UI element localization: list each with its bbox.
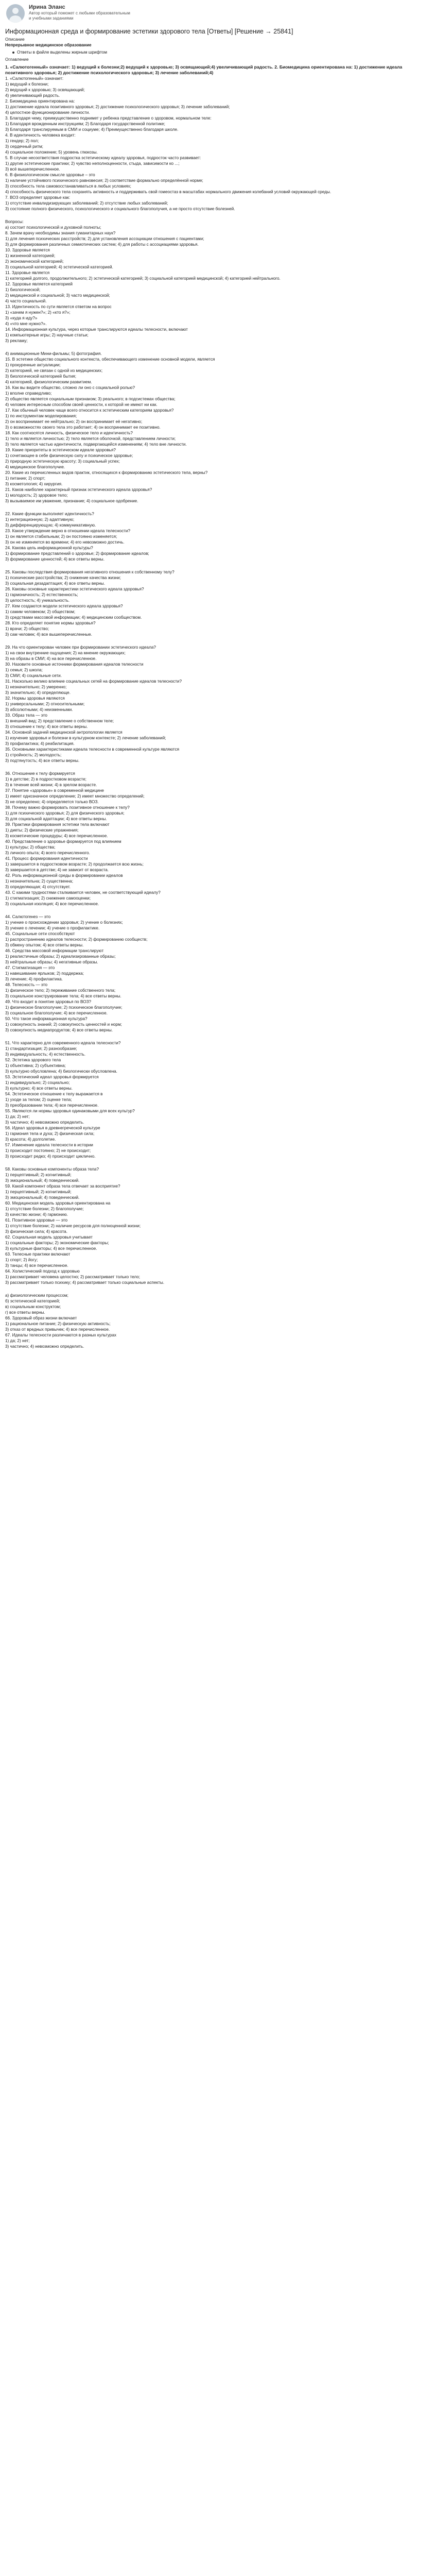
section-spacer <box>5 212 421 219</box>
question-line: 1) да; 2) нет; <box>5 1114 30 1119</box>
question-line: 1) категорией долгого, продолжительного; 2) эстетической категорией; 3) социальной категорией медицинской; 4) категорией нейтрального. <box>5 276 281 281</box>
question-line: 3) учение о лечении; 4) учение о профилактике. <box>5 926 100 930</box>
question-line: 3) частично; 4) невозможно определить. <box>5 1344 84 1349</box>
question-line: 3) частично; 4) невозможно определить. <box>5 1120 84 1125</box>
question-line: Вопросы: <box>5 219 24 224</box>
question-line: 3) сердечный ритм; <box>5 144 43 149</box>
question-line: 1) жизненной категорией; <box>5 253 56 258</box>
question-line: 1) молодость; 2) здоровое тело; <box>5 493 68 498</box>
question-line: 3) культурно; 4) все ответы верны. <box>5 1086 73 1091</box>
question-line: 6. В физиологическом смысле здоровье – это <box>5 173 95 177</box>
question-line: 4) социальное положение; 5) уровень глюкозы. <box>5 150 98 155</box>
question-line: 3) нейтральные образы; 4) негативные образы. <box>5 960 98 964</box>
question-line: 3) на образы в СМИ; 4) на все перечисленное. <box>5 656 97 661</box>
question-line: 35. Основными характеристиками идеала телесности в современной культуре являются <box>5 747 180 752</box>
question-line: 42. Роль информационной среды в формировании идеалов <box>5 873 123 878</box>
question-line: 1) внешний вид; 2) представление о собственном теле; <box>5 719 114 723</box>
questions-body <box>5 76 421 1357</box>
question-line: 38. Почему важно формировать позитивное отношение к телу? <box>5 805 130 810</box>
question-line: 1) физическое тело; 2) переживание собственного тела; <box>5 988 116 993</box>
question-line: 3) СМИ; 4) социальные сети. <box>5 673 62 678</box>
question-line: 3) всё вышеперечисленное. <box>5 167 60 172</box>
section-spacer <box>5 764 421 771</box>
question-line: 3) дифференцирующую; 4) коммуникативную. <box>5 523 96 528</box>
section-spacer <box>5 1349 421 1357</box>
question-line: 1) психические расстройства; 2) снижение качества жизни; <box>5 575 121 580</box>
question-line: 4) человек интересным способом своей ценности, к которой не имеют ни как. <box>5 402 158 407</box>
question-line: 3) культурно обусловлена; 4) биологически обусловлена. <box>5 1069 117 1074</box>
description-line: Описание <box>5 37 25 42</box>
question-line: 1) ведущий к болезни; <box>5 82 49 87</box>
question-line: 3) «куда я иду?» <box>5 316 38 320</box>
question-line: 1) на свои внутренние ощущения; 2) на мнение окружающих; <box>5 651 126 655</box>
question-group <box>5 569 421 637</box>
question-line: 1) гармония тела и духа; 2) физическая сила; <box>5 1131 95 1136</box>
question-line: 2) ведущий к здоровью; 3) освящающий; <box>5 88 85 92</box>
question-line: 43. С какими трудностями сталкивается человек, не соответствующий идеалу? <box>5 890 161 895</box>
question-line: 4. В идентичность человека входит: <box>5 133 76 138</box>
question-line: 1) социальные факторы; 2) экономические факторы; <box>5 1241 109 1245</box>
question-line: 1) стандартизация; 2) разнообразие; <box>5 1046 77 1051</box>
question-line: 4) целостное функционирование личности. <box>5 110 90 115</box>
question-line: 22. Какие функции выполняет идентичность? <box>5 512 94 516</box>
question-group <box>5 1293 421 1349</box>
question-line: 1) прокуренные актуалиции; <box>5 363 61 367</box>
question-line: 36. Отношение к телу формируется <box>5 771 75 776</box>
section-spacer <box>5 1159 421 1166</box>
question-line: 1) распространению идеалов телесности; 2) формированию сообществ; <box>5 937 148 942</box>
question-line: 46. Средства массовой информации транслируют <box>5 948 104 953</box>
question-line: 26. Каковы основные характеристики эстетического идеала здоровья? <box>5 587 144 591</box>
question-line: 1) учение о происхождении здоровья; 2) учение о болезнях; <box>5 920 123 925</box>
question-line: 2) категорией, не связан с одной из медицинских; <box>5 368 103 373</box>
question-line: 1) реалистичные образы; 2) идеализированные образы; <box>5 954 116 959</box>
question-line: 1) тело и является личностью; 2) тело является оболочкой, представлением личности; <box>5 436 176 441</box>
question-line: 1) он является стабильным; 2) он постоянно изменяется; <box>5 534 117 539</box>
question-line: 1) перцептивный; 2) когнитивный; <box>5 1173 72 1177</box>
question-line: 29. На что ориентирован человек при формировании эстетического идеала? <box>5 645 156 650</box>
question-line: 30. Назовите основные источники формирования идеалов телесности <box>5 662 144 667</box>
question-line: 3) определяющая; 4) отсутствует. <box>5 885 71 889</box>
question-line: 3) эмоциональный; 4) поведенческий. <box>5 1178 80 1183</box>
question-line: 34. Основной задачей медицинской антропологии является <box>5 730 123 735</box>
question-line: 3) качество жизни; 4) гармонию. <box>5 1212 68 1217</box>
question-line: 21. Каков наиболее характерный признак эстетического идеала здоровья? <box>5 487 152 492</box>
question-line: 41. Процесс формирования идентичности <box>5 856 88 861</box>
question-line: 4) анимационные Мини-фильмы; 5) фотография. <box>5 351 102 356</box>
question-line: 3) целостность; 4) уникальность. <box>5 598 69 603</box>
question-line: 54. Эстетическое отношение к телу выражается в <box>5 1092 103 1096</box>
question-line: 48. Телесность — это <box>5 982 48 987</box>
answer-summary: 1. «Салютогенный» означает: 1) ведущий к болезни;2) ведущий к здоровью; 3) освящающий;4) увеличивающий радость. 2. Биомедицина ориентирована на: 1) достижение идеала позитивного здоровья; 2) достижение психологического здоровья; 3) лечение заболеваний;4) <box>5 64 403 75</box>
question-line: 4) увеличивающий радость. <box>5 93 60 98</box>
question-line: 2) природную эстетическую красоту; 3) социальный успех; <box>5 459 120 464</box>
question-line: 53. Эстетический идеал здоровья формируется <box>5 1075 99 1079</box>
question-line: 3. Благодаря чему, преимущественно поднимет у ребенка представление о здоровом, нормальном теле: <box>5 116 212 121</box>
question-line: 1) сочетающее в себе физическую силу и психическое здоровье; <box>5 453 133 458</box>
question-line: 1) да; 2) нет; <box>5 1338 30 1343</box>
answers-note <box>12 49 421 55</box>
avatar-head <box>12 8 19 14</box>
question-line: 1) изучение здоровья и болезни в культурном контексте; 2) лечение заболеваний; <box>5 736 166 740</box>
question-line: 20. Какие из перечисленных видов практик, относящихся к формированию эстетического тела, верны? <box>5 470 208 475</box>
question-line: 25. Каковы последствия формирования негативного отношения к собственному телу? <box>5 570 175 574</box>
question-line: 50. Что такое информационная культура? <box>5 1016 88 1021</box>
author-card <box>5 2 421 25</box>
question-line: 32. Нормы здоровья являются <box>5 696 65 701</box>
question-line: 3) косметология; 4) хирургия. <box>5 482 63 486</box>
question-line: 64. Холистический подход к здоровью <box>5 1269 80 1274</box>
question-line: 57. Изменение идеала телесности в истории <box>5 1143 93 1147</box>
question-line: 10. Здоровье является <box>5 248 50 252</box>
question-group <box>5 511 421 562</box>
question-line: 61. Позитивное здоровье — это <box>5 1218 68 1223</box>
question-line: 3) значительно; 4) определяюще. <box>5 690 71 695</box>
question-line: 15. В эстетике общество социального контекста, обеспечивающего изменение основной модели, является <box>5 357 215 362</box>
question-line: 24. Какова цель информационной культуры? <box>5 546 93 550</box>
question-line: 2. Биомедицина ориентирована на: <box>5 99 75 104</box>
question-line: 3) тело является частью идентичности, подвергающейся изменениям; 4) тело вне личности. <box>5 442 187 447</box>
question-line: 1) физическое благополучие; 2) психическое благополучие; <box>5 1005 123 1010</box>
question-line: 3) индивидуальность; 4) естественность. <box>5 1052 86 1057</box>
toc-heading: Оглавление <box>5 57 29 62</box>
question-line: 2) медицинской и социальной; 3) часто медицинской; <box>5 293 110 298</box>
question-line: 1) наличие устойчивого психического равновесия; 2) соответствие формально определённой норме; <box>5 178 203 183</box>
avatar[interactable] <box>6 4 25 23</box>
question-line: 8. Зачем врачу необходимы знания гуманитарных наук? <box>5 231 116 235</box>
question-line: 14. Информационная культура, через которые транслируются идеалы телесности, включают <box>5 327 188 332</box>
question-line: 1) другие эстетические практики; 2) чувство неполноценности, стыда, зависимости ко ...; <box>5 161 180 166</box>
question-line: 3) рекламу; <box>5 338 28 343</box>
question-line: 3) социальная дезадаптация; 4) все ответы верны. <box>5 581 105 586</box>
question-line: 1) уходе за телом; 2) оценке тела; <box>5 1097 72 1102</box>
question-line: 3) для социальной адаптации; 4) все ответы верны. <box>5 817 107 821</box>
question-line: 3) вызываемое им уважение, признание; 4) социальное одобрение. <box>5 499 138 503</box>
question-line: 19. Какие приоритеты в эстетическом идеале здоровья? <box>5 448 116 452</box>
question-line: 67. Идеалы телесности различаются в разных культурах <box>5 1333 116 1337</box>
question-line: 1) перцептивный; 2) когнитивный; <box>5 1190 72 1194</box>
question-line: 45. Социальные сети способствуют <box>5 931 75 936</box>
question-line: 3) эмоциональный; 4) поведенческий. <box>5 1195 80 1200</box>
question-line: 3) в течение всей жизни; 4) в зрелом возрасте. <box>5 783 97 787</box>
question-line: 3) социальное благополучие; 4) все перечисленное. <box>5 1011 108 1015</box>
question-line: 1) биологической; <box>5 287 41 292</box>
question-line: 62. Социальная модель здоровья учитывает <box>5 1235 93 1240</box>
section-spacer <box>5 1033 421 1040</box>
question-line: 55. Являются ли нормы здоровья одинаковыми для всех культур? <box>5 1109 135 1113</box>
question-line: 49. Что входит в понятие здоровья по ВОЗ? <box>5 999 92 1004</box>
question-line: 58. Каковы основные компоненты образа тела? <box>5 1167 99 1172</box>
question-line: 4) категорией, физиологическим развитием. <box>5 380 92 384</box>
question-line: 3) не определено; 4) определяется только ВОЗ. <box>5 800 99 804</box>
question-line: 3) физическая сила; 4) красота. <box>5 1229 67 1234</box>
question-line: б) эстетической категорией; <box>5 1299 60 1303</box>
question-line: 1) по инструментам моделирования; <box>5 414 77 418</box>
question-line: 2) экономической категорией; <box>5 259 64 264</box>
question-line: 1) семья; 2) школа; <box>5 668 43 672</box>
question-line: 3) преобразовании тела; 4) все перечисленное. <box>5 1103 99 1108</box>
question-line: 1) стигматизация; 2) снижение самооценки; <box>5 896 91 901</box>
author-description: Автор который поможет с любыми образовательным и учебными заданиями <box>29 11 130 21</box>
section-spacer <box>5 1285 421 1293</box>
question-line: 3) красота; 4) долголетие. <box>5 1137 56 1142</box>
question-line: 1) отсутствие болезни; 2) благополучие; <box>5 1207 84 1211</box>
question-line: 51. Что характерно для современного идеала телесности? <box>5 1041 121 1045</box>
question-line: 1) гармоничность; 2) естественность; <box>5 592 78 597</box>
question-line: 1) отсутствие болезни; 2) наличие ресурсов для полноценной жизни; <box>5 1224 141 1228</box>
question-line: 3) лечение; 4) профилактика. <box>5 977 63 981</box>
avatar-body <box>9 15 22 23</box>
question-line: 1) гендер; 2) пол; <box>5 139 39 143</box>
question-line: 1) «зачем я нужен?»; 2) «кто я?»; <box>5 310 71 315</box>
question-line: 37. Понятие «здоровье» в современной медицине <box>5 788 104 793</box>
question-line: 4) «что мне нужно?». <box>5 321 47 326</box>
question-line: 63. Телесные практики включают <box>5 1252 71 1257</box>
description-section <box>5 37 421 48</box>
question-line: 1) формирование представлений о здоровье; 2) формирование идеалов; <box>5 551 149 556</box>
question-line: 16. Как вы видите общество, сложно ли оно с социальной ролью? <box>5 385 135 390</box>
question-line: 1) спорт; 2) йогу; <box>5 1258 38 1262</box>
question-line: 1) компьютерные игры; 2) научные статьи; <box>5 333 89 337</box>
table-of-contents <box>5 57 421 62</box>
question-line: 59. Какой компонент образа тела отвечает за восприятие? <box>5 1184 120 1189</box>
question-line: 40. Представление о здоровье формируется под влиянием <box>5 839 121 844</box>
question-line: 3) Благодаря транслируемым в СМИ и социуме; 4) Преимущественно благодаря школе. <box>5 127 179 132</box>
question-line: 3) биологической категорией бытия; <box>5 374 77 379</box>
question-line: в) социальным конструктом; <box>5 1304 61 1309</box>
question-line: 11. Здоровье является <box>5 270 50 275</box>
question-line: 1. «Салютогенный» означает: <box>5 76 64 81</box>
question-line: 3) для формирования различных семиотических систем; 4) для работы с ассоциациями здоровья. <box>5 242 199 247</box>
question-line: 3) косметические процедуры; 4) все перечисленное. <box>5 834 108 838</box>
question-line: 2) он воспринимает ее нейтрально; 2) он воспринимает её негативно; <box>5 419 143 424</box>
author-name[interactable]: Ирина Эланс <box>29 4 65 10</box>
question-line: 18. Как соотносятся личность, физическое тело и идентичность? <box>5 431 133 435</box>
section-spacer <box>5 562 421 569</box>
question-group <box>5 1040 421 1159</box>
question-line: 1) в детстве; 2) в подростковом возрасте; <box>5 777 86 782</box>
question-line: 1) культуры; 2) общества; <box>5 845 56 850</box>
question-line: 1) питание; 2) спорт; <box>5 476 46 481</box>
question-line: 3) о возможностях своего тела это работает; 4) он воспринимает ее позитивно. <box>5 425 161 430</box>
question-line: 1) завершается в подростковом возрасте; 2) продолжается всю жизнь; <box>5 862 144 867</box>
question-line: 1) отсутствие инвалидизирующих заболеваний; 2) отсутствие любых заболеваний; <box>5 201 168 206</box>
question-line: 1) Благодаря врожденным инструкциям; 2) Благодаря государственной политике; <box>5 122 165 126</box>
question-line: 3) завершается в детстве; 4) не зависит от возраста. <box>5 868 109 872</box>
question-line: 1) для психического здоровья; 2) для физического здоровья; <box>5 811 125 816</box>
question-line: 3) отношение к телу; 4) все ответы верны. <box>5 724 88 729</box>
question-line: 1) рассматривает человека целостно; 2) рассматривает только тело; <box>5 1275 141 1279</box>
question-line: 28. Кто определяет понятие нормы здоровья? <box>5 621 96 625</box>
question-line: 3) сам человек; 4) все вышеперечисленные. <box>5 632 92 637</box>
question-line: 5. В случае несоответствия подростка эстетическому идеалу здоровья, подросток часто развивает: <box>5 156 201 160</box>
question-line: 33. Образ тела — это <box>5 713 47 718</box>
question-line: 1) вполне справедливо; <box>5 391 52 396</box>
question-line: 3) совокупность медиапродуктов; 4) все ответы верны. <box>5 1028 113 1032</box>
question-line: 3) формирование ценностей; 4) все ответы верны. <box>5 557 104 562</box>
question-group <box>5 1166 421 1285</box>
question-line: 1) для лечения психических расстройств; 2) для установления ассоциации отношения с пациентами; <box>5 236 204 241</box>
question-line: 3) личного опыта; 4) всего перечисленного. <box>5 851 90 855</box>
question-line: 4) способность физического тела сохранять активность и поддерживать свой гомеостаз в масштабах нормального движения колебаний условий окружающей среды. <box>5 190 332 194</box>
question-line: 3) социальное конструирование тела; 4) все ответы верны. <box>5 994 121 998</box>
question-line: 56. Идеал здоровья в древнегреческой культуре <box>5 1126 100 1130</box>
question-line: 3) социальной категорией; 4) эстетической категорией. <box>5 265 113 269</box>
question-line: 1) незначительна; 2) существенна; <box>5 879 74 884</box>
section-spacer <box>5 344 421 351</box>
question-line: 3) социальная изоляция; 4) все перечисленное. <box>5 902 99 906</box>
question-group <box>5 914 421 1033</box>
question-line: 39. Практики формирования эстетики тела включают <box>5 822 110 827</box>
question-line: 60. Медицинская модель здоровья ориентирована на <box>5 1201 111 1206</box>
question-line: 1) стройность; 2) молодость; <box>5 753 62 757</box>
question-line: 3) обмену опытом; 4) все ответы верны. <box>5 943 84 947</box>
question-line: 1) происходит постоянно; 2) не происходит; <box>5 1148 91 1153</box>
question-line: 2) общество является социальным признаком; 3) реального; в подсистемах общества; <box>5 397 176 401</box>
question-line: 3) он не изменяется во времени; 4) его невозможно достичь. <box>5 540 125 545</box>
question-line: а) физиологическим процессом; <box>5 1293 68 1298</box>
question-line: 1) интеграционную; 2) адаптивную; <box>5 517 75 522</box>
author-info <box>29 4 132 21</box>
document-title: Информационная среда и формирование эстетики здорового тела [Ответы] [Решение → 25841] <box>5 28 293 35</box>
question-line: 4) часто социальной. <box>5 299 47 303</box>
bullet-icon <box>12 52 14 54</box>
question-line: 4) медицинское благополучие. <box>5 465 65 469</box>
question-line: 3) абсолютными; 4) неизменными. <box>5 707 73 712</box>
section-spacer <box>5 504 421 511</box>
question-line: 3) происходит редко; 4) происходит циклично. <box>5 1154 96 1159</box>
question-line: 1) объективна; 2) субъективна; <box>5 1063 66 1068</box>
question-line: 12. Здоровье является категорией <box>5 282 73 286</box>
question-line: 31. Насколько велико влияние социальных сетей на формирование идеалов телесности? <box>5 679 182 684</box>
question-line: 1) врачи; 2) общество; <box>5 626 49 631</box>
section-spacer <box>5 907 421 914</box>
question-line: 1) имеет однозначное определение; 2) имеет множество определений; <box>5 794 145 799</box>
question-line: 3) подтянутость; 4) все ответы верны. <box>5 758 80 763</box>
question-line: 1) навешивание ярлыков; 2) поддержка; <box>5 971 84 976</box>
question-line: 3) средствами массовой информации; 4) медицинским сообществом. <box>5 615 142 620</box>
question-group <box>5 645 421 764</box>
description-line: Непрерывное медицинское образование <box>5 43 92 47</box>
question-line: 7. ВОЗ определяет здоровье как: <box>5 195 70 200</box>
question-line: 1) рациональное питание; 2) физическую активность; <box>5 1321 111 1326</box>
question-group <box>5 351 421 504</box>
question-line: 3) профилактика; 4) реабилитация. <box>5 741 75 746</box>
section-spacer <box>5 637 421 645</box>
question-line: 23. Какое утверждение верно в отношении идеала телесности? <box>5 529 131 533</box>
question-line: 3) культурные факторы; 4) все перечисленное. <box>5 1246 97 1251</box>
question-line: 47. Стигматизация — это <box>5 965 55 970</box>
question-line: 1) совокупность знаний; 2) совокупность ценностей и норм; <box>5 1022 122 1027</box>
question-line: 3) состояние полного физического, психологического и социального благополучия, а не просто отсутствие болезней. <box>5 207 235 211</box>
question-group <box>5 771 421 907</box>
question-line: 1) универсальными; 2) относительными; <box>5 702 85 706</box>
question-line: 44. Салютогенез — это <box>5 914 51 919</box>
question-line: 1) диеты; 2) физические упражнения; <box>5 828 79 833</box>
question-line: 3) отказ от вредных привычек; 4) все перечисленное. <box>5 1327 110 1332</box>
answers-block <box>5 64 421 76</box>
question-line: 52. Эстетика здорового тела <box>5 1058 61 1062</box>
question-line: г) все ответы верны. <box>5 1310 45 1315</box>
answers-note-text: Ответы в файле выделены жирным шрифтом <box>17 50 107 55</box>
question-line: 3) способность тела самовосстанавливаться в любых условиях; <box>5 184 131 189</box>
question-line: 3) рассматривает только психику; 4) рассматривает только социальные аспекты. <box>5 1280 164 1285</box>
question-line: а) состоит психологической и духовной полноты; <box>5 225 101 230</box>
question-group <box>5 219 421 344</box>
question-line: 27. Кем создаются модели эстетического идеала здоровья? <box>5 604 123 608</box>
question-line: 66. Здоровый образ жизни включает <box>5 1316 77 1320</box>
question-line: 1) индивидуально; 2) социально; <box>5 1080 70 1085</box>
question-group <box>5 76 421 212</box>
question-line: 1) незначительно; 2) умеренно; <box>5 685 67 689</box>
question-line: 1) достижение идеала позитивного здоровья; 2) достижение психологического здоровья; 3) лечение заболеваний; <box>5 105 230 109</box>
question-line: 13. Идентичность по сути является ответом на вопрос <box>5 304 112 309</box>
question-line: 3) танцы; 4) все перечисленное. <box>5 1263 68 1268</box>
question-line: 1) самим человеком; 2) обществом; <box>5 609 76 614</box>
question-line: 17. Как обычный человек чаще всего относится к эстетическим категориям здоровья? <box>5 408 174 413</box>
